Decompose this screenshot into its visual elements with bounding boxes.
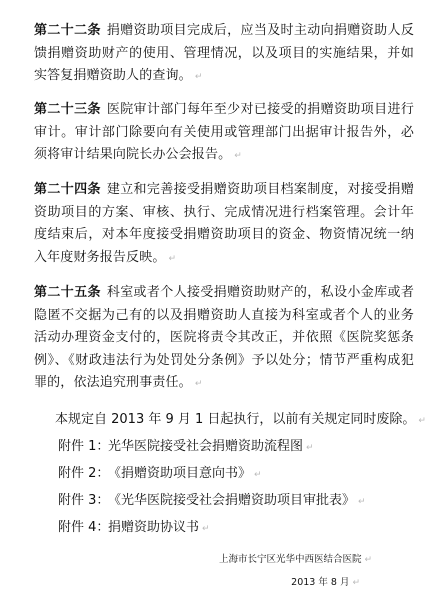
article-number: 第二十四条 [34, 182, 101, 197]
paragraph-mark-icon: ↵ [254, 470, 262, 480]
paragraph-mark-icon: ↵ [202, 524, 210, 534]
article-22 [34, 20, 414, 89]
attachment-label: 附件 2： [58, 466, 110, 481]
issue-date: 2013 年 8 月 ↵ [291, 577, 360, 588]
issuer-signature: 上海市长宁区光华中西医结合医院 ↵ [218, 554, 372, 565]
article-text: 建立和完善接受捐赠资助项目档案制度，对接受捐赠资助项目的方案、审核、执行、完成情况进行档案管理。会计年度结束后，对本年度接受捐赠资助项目的资金、物资情况统一纳入年度财务报告反映。 [34, 182, 414, 265]
paragraph-mark-icon: ↵ [194, 379, 203, 389]
attachment-1 [58, 436, 314, 459]
paragraph-mark-icon: ↵ [306, 443, 314, 453]
attachment-2 [58, 463, 262, 486]
paragraph-mark-icon: ↵ [194, 72, 203, 82]
attachment-title: 捐赠资助协议书 [108, 520, 200, 535]
effective-date-note: 本规定自 2013 年 9 月 1 日起执行，以前有关规定同时废除。 ↵ [55, 412, 426, 427]
article-25 [34, 282, 414, 396]
attachment-3 [58, 490, 366, 513]
paragraph-mark-icon: ↵ [168, 253, 177, 264]
attachment-4 [58, 517, 210, 540]
attachment-title: 《光华医院接受社会捐赠资助项目审批表》 [108, 493, 356, 508]
paragraph-mark-icon: ↵ [418, 416, 426, 426]
article-text: 医院审计部门每年至少对已接受的捐赠资助项目进行审计。审计部门除要向有关使用或管理部门出据审计报告外，必须将审计结果向院长办公会报告。 [34, 102, 414, 162]
article-number: 第二十二条 [34, 23, 101, 38]
article-number: 第二十五条 [34, 285, 101, 300]
attachment-title: 光华医院接受社会捐赠资助流程图 [108, 439, 304, 454]
paragraph-mark-icon: ↵ [234, 151, 242, 161]
paragraph-mark-icon: ↵ [358, 497, 366, 507]
article-text: 科室或者个人接受捐赠资助财产的，私设小金库或者隐匿不交据为己有的以及捐赠资助人直接为科室或者个人的业务活动办理资金支付的，医院将责令其改正，并依照《医院奖惩条例》、《财政违法行为处罚处分条例》予以处分；情节严重构成犯罪的，依法追究刑事责任。 [34, 285, 414, 390]
attachment-label: 附件 4： [58, 520, 110, 535]
attachment-label: 附件 1： [58, 439, 110, 454]
article-23 [34, 99, 414, 168]
article-text: 捐赠资助项目完成后，应当及时主动向捐赠资助人反馈捐赠资助财产的使用、管理情况，以及项目的实施结果，并如实答复捐赠资助人的查询。 [34, 23, 414, 83]
article-24 [34, 179, 414, 270]
article-number: 第二十三条 [34, 102, 101, 117]
paragraph-mark-icon: ↵ [364, 555, 372, 565]
attachment-title: 《捐赠资助项目意向书》 [108, 466, 252, 481]
paragraph-mark-icon: ↵ [352, 578, 360, 588]
attachment-label: 附件 3： [58, 493, 110, 508]
